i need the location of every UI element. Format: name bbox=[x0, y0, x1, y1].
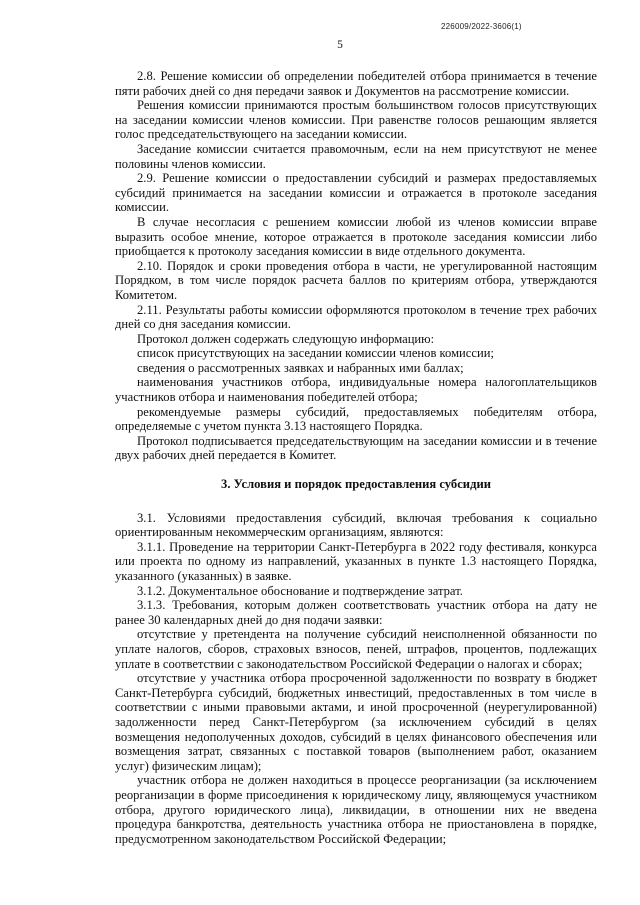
paragraph: рекомендуемые размеры субсидий, предоставляемых победителям отбора, определяемые с учетом пункта 3.13 настоящего Порядка. bbox=[115, 404, 597, 434]
paragraph: 2.10. Порядок и сроки проведения отбора в части, не урегулированной настоящим Порядком, в том числе порядок расчета баллов по критериям отбора, утверждаются Комитетом. bbox=[115, 258, 597, 302]
document-body bbox=[115, 69, 597, 846]
paragraph: наименования участников отбора, индивидуальные номера налогоплательщиков участников отбора и наименования победителей отбора; bbox=[115, 375, 597, 405]
paragraph: отсутствие у претендента на получение субсидий неисполненной обязанности по уплате налогов, сборов, страховых взносов, пеней, штрафов, процентов, подлежащих уплате в соответствии с законодательством Российской Федерации о налогах и сборах; bbox=[115, 627, 597, 671]
paragraph: 3.1.2. Документальное обоснование и подтверждение затрат. bbox=[137, 583, 463, 598]
paragraph: Протокол должен содержать следующую информацию: bbox=[137, 331, 435, 346]
paragraph: 3.1. Условиями предоставления субсидий, включая требования к социально ориентированным некоммерческим организациям, являются: bbox=[115, 510, 597, 540]
paragraph: 3.1.3. Требования, которым должен соответствовать участник отбора на дату не ранее 30 календарных дней до дня подачи заявки: bbox=[115, 598, 597, 627]
paragraph: 2.8. Решение комиссии об определении победителей отбора принимается в течение пяти рабочих дней со дня передачи заявок и Документов на рассмотрение комиссии. bbox=[115, 69, 597, 98]
paragraph: Протокол подписывается председательствующим на заседании комиссии и в течение двух рабочих дней передается в Комитет. bbox=[115, 433, 597, 463]
paragraph: участник отбора не должен находиться в процессе реорганизации (за исключением реорганизации в форме присоединения к юридическому лицу, являющемуся участником отбора, другого юридического лица), ликвидации, в отношении них не введена процедура банкротства, деятельность участника отбора не приостановлена в порядке, предусмотренном законодательством Российской Федерации; bbox=[115, 773, 597, 846]
section-heading: 3. Условия и порядок предоставления субсидии bbox=[221, 477, 491, 492]
paragraph: 2.9. Решение комиссии о предоставлении субсидий и размерах предоставляемых субсидий принимается на заседании комиссии и отражается в протоколе заседания комиссии. bbox=[115, 171, 597, 215]
paragraph: В случае несогласия с решением комиссии любой из членов комиссии вправе выразить особое мнение, которое отражается в протоколе заседания комиссии либо приобщается к протоколу заседания комиссии в виде отдельного документа. bbox=[115, 214, 597, 259]
paragraph: список присутствующих на заседании комиссии членов комиссии; bbox=[137, 346, 494, 361]
paragraph: Заседание комиссии считается правомочным, если на нем присутствуют не менее половины членов комиссии. bbox=[115, 141, 597, 171]
paragraph: сведения о рассмотренных заявках и набранных ими баллах; bbox=[137, 360, 464, 375]
paragraph: Решения комиссии принимаются простым большинством голосов присутствующих на заседании комиссии членов комиссии. При равенстве голосов решающим является голос председательствующего на заседании комиссии. bbox=[115, 98, 597, 142]
document-id: 226009/2022-3606(1) bbox=[441, 22, 522, 31]
page-number: 5 bbox=[337, 39, 343, 51]
paragraph: 2.11. Результаты работы комиссии оформляются протоколом в течение трех рабочих дней со дня заседания комиссии. bbox=[115, 302, 597, 332]
paragraph: 3.1.1. Проведение на территории Санкт-Петербурга в 2022 году фестиваля, конкурса или проекта по одному из направлений, указанных в пункте 1.3 настоящего Порядка, указанного (указанных) в заявке. bbox=[115, 539, 597, 583]
paragraph: отсутствие у участника отбора просроченной задолженности по возврату в бюджет Санкт-Петербурга субсидий, бюджетных инвестиций, предоставленных в том числе в соответствии с иными правовыми актами, и иной просроченной (неурегулированной) задолженности перед Санкт-Петербургом (за исключением субсидий в целях возмещения недополученных доходов, субсидий в целях финансового обеспечения или возмещения затрат, связанных с поставкой товаров (выполнением работ, оказанием услуг) физическим лицам); bbox=[115, 671, 597, 773]
